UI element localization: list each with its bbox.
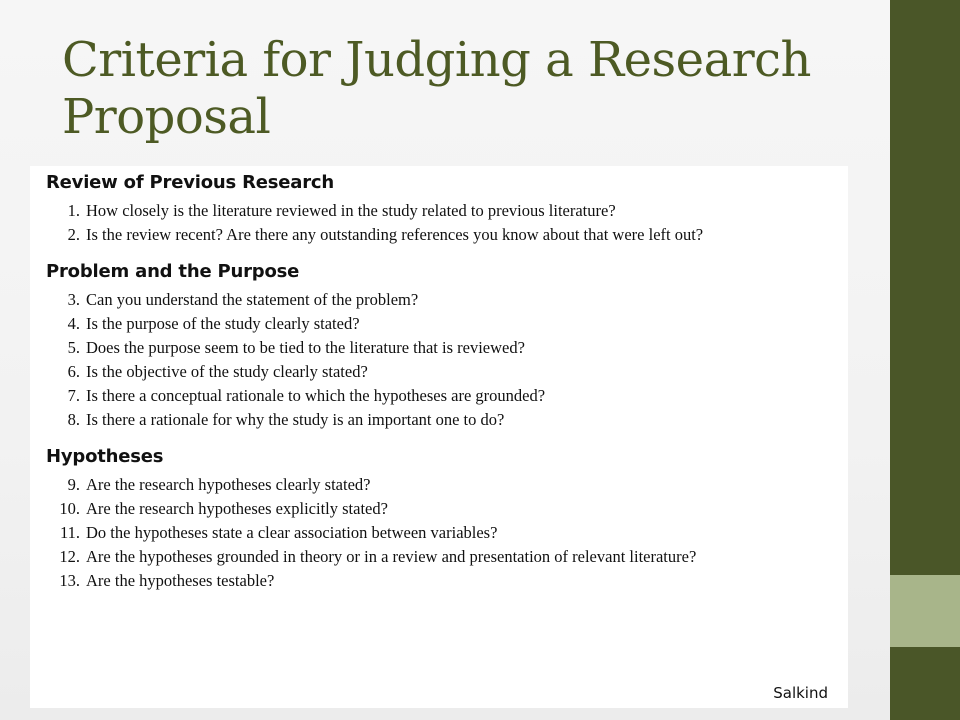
item-number: 10. (59, 499, 80, 518)
section-heading: Problem and the Purpose (46, 261, 300, 282)
list-item (46, 336, 838, 360)
item-number: 9. (67, 475, 80, 494)
item-number: 13. (59, 571, 80, 590)
section-review-of-previous-research (46, 172, 838, 247)
source-credit: Salkind (773, 684, 828, 702)
item-text: Are the hypotheses grounded in theory or in a review and presentation of relevant literature? (86, 547, 697, 566)
item-number: 6. (67, 362, 80, 381)
section-hypotheses (46, 446, 838, 593)
list-item (46, 312, 838, 336)
list-item (46, 408, 838, 432)
list-item (46, 497, 838, 521)
list-item (46, 199, 838, 223)
item-text: How closely is the literature reviewed in the study related to previous literature? (86, 201, 616, 220)
slide-title: Criteria for Judging a Research Proposal (62, 32, 811, 145)
section-heading: Review of Previous Research (46, 172, 334, 193)
item-number: 8. (67, 410, 80, 429)
list-item (46, 521, 838, 545)
item-text: Is there a rationale for why the study is an important one to do? (86, 410, 505, 429)
item-text: Does the purpose seem to be tied to the literature that is reviewed? (86, 338, 525, 357)
list-item (46, 288, 838, 312)
item-number: 1. (67, 201, 80, 220)
list-item (46, 384, 838, 408)
item-number: 5. (67, 338, 80, 357)
list-item (46, 360, 838, 384)
sidebar-accent-block (890, 575, 960, 647)
item-text: Are the research hypotheses explicitly stated? (86, 499, 388, 518)
list-item (46, 569, 838, 593)
item-number: 7. (67, 386, 80, 405)
item-text: Is the review recent? Are there any outstanding references you know about that were left out? (86, 225, 704, 244)
list-item (46, 545, 838, 569)
scanned-checklist-image (30, 166, 848, 708)
list-item (46, 473, 838, 497)
item-number: 2. (67, 225, 80, 244)
item-number: 3. (67, 290, 80, 309)
item-number: 12. (59, 547, 80, 566)
item-text: Do the hypotheses state a clear association between variables? (86, 523, 498, 542)
item-text: Is the objective of the study clearly stated? (86, 362, 368, 381)
list-item (46, 223, 838, 247)
item-number: 11. (59, 523, 80, 542)
section-problem-and-purpose (46, 261, 838, 432)
item-text: Is there a conceptual rationale to which the hypotheses are grounded? (86, 386, 546, 405)
item-text: Are the hypotheses testable? (86, 571, 275, 590)
item-text: Are the research hypotheses clearly stated? (86, 475, 371, 494)
item-text: Is the purpose of the study clearly stated? (86, 314, 360, 333)
item-number: 4. (67, 314, 80, 333)
section-heading: Hypotheses (46, 446, 164, 467)
item-text: Can you understand the statement of the problem? (86, 290, 419, 309)
